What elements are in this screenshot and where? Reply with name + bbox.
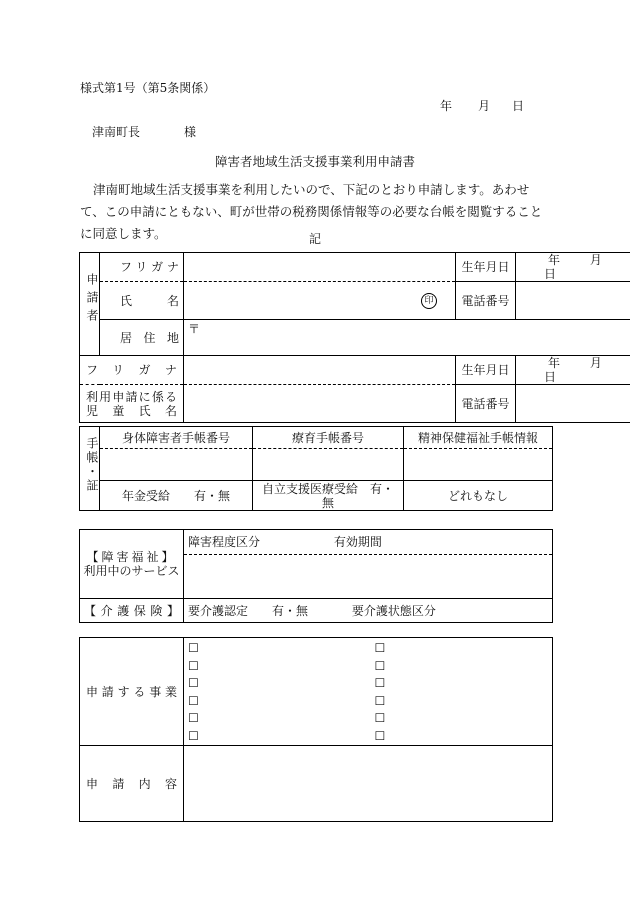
ryoiku-techo-label: 療育手帳番号 <box>253 427 404 449</box>
ki-heading: 記 <box>308 232 321 246</box>
child-furigana-label: フリガナ <box>80 356 184 385</box>
physical-techo-label: 身体障害者手帳番号 <box>100 427 253 449</box>
welfare-service-field[interactable] <box>184 555 553 599</box>
techo-table <box>79 426 553 511</box>
child-phone-label: 電話番号 <box>456 385 516 423</box>
applicant-dob-day: 日 <box>544 267 557 281</box>
business-checkbox-3[interactable]: ☐ <box>188 676 199 690</box>
application-table <box>79 637 553 822</box>
valid-period-label: 有効期間 <box>333 535 382 549</box>
applicant-address-label: 居住地 <box>100 320 184 356</box>
care-cert-option[interactable]: 要介護認定 有・無 <box>188 603 309 618</box>
business-checkbox-10[interactable]: ☐ <box>374 693 386 708</box>
applicant-group-label: 申請者 <box>80 253 100 356</box>
child-name-field[interactable] <box>184 385 456 423</box>
applicant-phone-label: 電話番号 <box>456 282 516 320</box>
child-name-label: 利用申請に係る 児童氏名 <box>80 385 184 423</box>
child-dob-month: 月 <box>589 356 602 370</box>
disability-level-row <box>184 530 553 555</box>
business-checkboxes-left <box>184 638 371 746</box>
date-month: 月 <box>478 99 491 113</box>
business-checkbox-7[interactable]: ☐ <box>374 641 386 655</box>
content-field[interactable] <box>184 746 553 822</box>
intro-paragraph: 津南町地域生活支援事業を利用したいので、下記のとおり申請します。あわせて、この申請にともない、町が世帯の税務関係情報等の必要な台帳を閲覧することに同意します。 <box>80 182 543 241</box>
pension-option[interactable]: 年金受給 有・無 <box>100 481 253 511</box>
care-insurance-label: 【介護保険】 <box>80 599 184 623</box>
applicant-dob-label: 生年月日 <box>456 253 516 282</box>
applicant-furigana-label: フリガナ <box>100 253 184 282</box>
business-checkboxes-right <box>371 638 553 746</box>
business-checkbox-5[interactable]: ☐ <box>188 711 199 725</box>
applicant-address-field[interactable] <box>184 320 630 356</box>
applicant-dob-year: 年 <box>548 253 561 267</box>
business-checkbox-1[interactable]: ☐ <box>188 641 199 655</box>
business-checkbox-6[interactable]: ☐ <box>188 728 199 743</box>
child-dob-label: 生年月日 <box>456 356 516 385</box>
child-phone-field[interactable] <box>516 385 630 423</box>
applicant-furigana-field[interactable] <box>184 253 456 282</box>
content-label: 申請内容 <box>80 746 184 822</box>
child-dob-year: 年 <box>548 356 561 370</box>
child-dob-day: 日 <box>544 370 557 384</box>
addressee: 津南町長 <box>92 125 141 139</box>
date-day: 日 <box>512 99 525 113</box>
care-level-label: 要介護状態区分 <box>351 603 436 618</box>
techo-group-label: 手帳・証 <box>80 427 100 511</box>
applicant-dob-field[interactable] <box>516 253 630 282</box>
business-checkbox-2[interactable]: ☐ <box>188 658 199 673</box>
addressee-honorific: 様 <box>184 125 197 139</box>
medical-option[interactable]: 自立支援医療受給 有・無 <box>253 481 404 511</box>
business-checkbox-12[interactable]: ☐ <box>374 728 386 743</box>
mental-techo-field[interactable] <box>404 449 553 481</box>
applicant-table <box>79 252 630 423</box>
care-row <box>184 599 553 623</box>
business-label: 申請する事業 <box>80 638 184 746</box>
business-checkbox-11[interactable]: ☐ <box>374 711 386 725</box>
none-option[interactable]: どれもなし <box>404 481 553 511</box>
applicant-name-field[interactable] <box>184 282 456 320</box>
mental-techo-label: 精神保健福祉手帳情報 <box>404 427 553 449</box>
disability-level-label: 障害程度区分 <box>188 535 261 549</box>
welfare-label: 【障害福祉】 利用中のサービス <box>80 530 184 599</box>
seal-mark: 印 <box>421 293 437 309</box>
postal-mark: 〒 <box>188 322 201 336</box>
document-title: 障害者地域生活支援事業利用申請書 <box>214 154 415 169</box>
business-checkbox-4[interactable]: ☐ <box>188 693 199 708</box>
ryoiku-techo-field[interactable] <box>253 449 404 481</box>
date-year: 年 <box>440 99 453 113</box>
applicant-dob-month: 月 <box>589 253 602 267</box>
applicant-name-label: 氏名 <box>100 282 184 320</box>
child-furigana-field[interactable] <box>184 356 456 385</box>
applicant-phone-field[interactable] <box>516 282 630 320</box>
physical-techo-field[interactable] <box>100 449 253 481</box>
business-checkbox-9[interactable]: ☐ <box>374 676 386 690</box>
child-dob-field[interactable] <box>516 356 630 385</box>
form-number: 様式第1号（第5条関係） <box>80 81 216 95</box>
business-checkbox-8[interactable]: ☐ <box>374 658 386 673</box>
service-table <box>79 529 553 623</box>
